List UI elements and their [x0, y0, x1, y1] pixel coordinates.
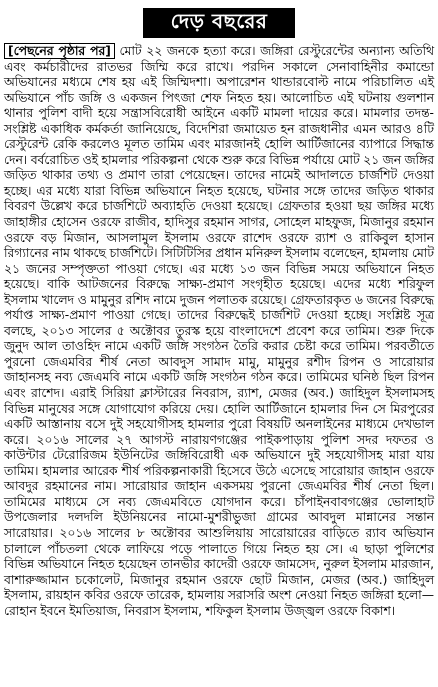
article-body	[4, 44, 434, 619]
headline: দেড় বছরের	[143, 8, 295, 38]
article-text: মোট ২২ জনকে হত্যা করে। জঙ্গিরা রেস্টুরেন্টের অন্যান্য অতিথি এবং কর্মচারীদের রাতভর জিম্মি করে রাখে। পরদিন সকালে সেনাবাহিনীর কমান্ডো অভিযানের মধ্যমে শেষ হয় এই জিম্মিদশা। অপারেশন থান্ডারবোল্ট নামে পরিচালিত এই অভিযানে পাঁচ জঙ্গি ও একজন পিৎজা শেফ নিহত হয়। আলোচিত এই ঘটনায় গুলশান থানার পুলিশ বাদী হয়ে সন্ত্রাসবিরোধী আইনে একটি মামলা দায়ের করে। মামলার তদন্ত-সংশ্লিষ্ট একাধিক কর্মকর্তা জানিয়েছে, বিদেশিরা জমায়েত হন রাজধানীর এমন আরও ৪টি রেস্টুরেন্ট রেকি করলেও মূলত তামিম এবং মারজানই হোলি আর্টিজানের ব্যাপারে সিদ্ধান্ত দেন। বর্বরোচিত ওই হামলার পরিকল্পনা থেকে শুরু করে বিভিন্ন পর্যায়ে মোট ২১ জন জঙ্গির জড়িত থাকার তথ্য ও প্রমাণ তারা পেয়েছেন। তাদের নামেই আদালতে চার্জশিট দেওয়া হচ্ছে। এর মধ্যে যারা বিভিন্ন অভিযানে নিহত হয়েছে, ঘটনার সঙ্গে তাদের জড়িত থাকার বিবরণ উল্লেখ করে চার্জশিটে অব্যাহতি দেওয়া হয়েছে। গ্রেফতার হওয়া ছয় জঙ্গির মধ্যে জাহাঙ্গীর হোসেন ওরফে রাজীব, হাদিসুর রহমান সাগর, সোহেল মাহফুজ, মিজানুর রহমান ওরফে বড় মিজান, আসলামুল ইসলাম ওরফে রাশেদ ওরফে র‍্যাশ ও রাকিবুল হাসান রিগ্যানের নাম থাকছে চার্জশিটে। সিটিটিসির প্রধান মনিরুল ইসলাম বলেছেন, হামলায় মোট ২১ জনের সম্পৃক্ততা পাওয়া গেছে। এর মধ্যে ১৩ জন বিভিন্ন সময়ে অভিযানে নিহত হয়েছে। বাকি আটজনের বিরুদ্ধে সাক্ষ্য-প্রমাণ সংগৃহীত হয়েছে। এদের মধ্যে শরিফুল ইসলাম খালেদ ও মামুনুর রশিদ নামে দুজন পলাতক রয়েছে। গ্রেফতারকৃত ৬ জনের বিরুদ্ধে পর্যাপ্ত সাক্ষ্য-প্রমাণ পাওয়া গেছে। তাদের বিরুদ্ধেই চার্জশিট দেওয়া হচ্ছে। সংশ্লিষ্ট সূত্র বলছে, ২০১৩ সালের ৫ অক্টোবর তুরস্ক হয়ে বাংলাদেশে প্রবেশ করে তামিম। শুরু দিকে জুনুদ আল তাওহিদ নামে একটি জঙ্গি সংগঠন তৈরি করার চেষ্টা করে তামিম। পরবর্তীতে পুরনো জেএমবির শীর্ষ নেতা আবদুস সামাদ মামু, মামুনুর রশীদ রিপন ও সারোয়ার জাহানসহ নব্য জেএমবি নামে একটি জঙ্গি সংগঠন গঠন করে। তামিমের ঘনিষ্ঠ ছিল রিপন এবং রাশেদ। এরাই সিরিয়া ক্লাস্টারের নিবরাস, র‍্যাশ, মেজর (অব.) জাহিদুল ইসলামসহ বিভিন্ন মানুষের সঙ্গে যোগাযোগ করিয়ে দেয়। হোলি আর্টিজানে হামলার দিন সে মিরপুরের একটি আস্তানায় বসে দুই সহযোগীসহ হামলার পুরো বিষয়টি অনলাইনের মাধ্যমে দেখভাল করে। ২০১৬ সালের ২৭ আগস্ট নারায়ণগঞ্জের পাইকপাড়ায় পুলিশ সদর দফতর ও কাউন্টার টেরোরিজম ইউনিটের জঙ্গিবিরোধী এক অভিযানে দুই সহযোগীসহ মারা যায় তামিম। হামলার আরেক শীর্ষ পরিকল্পনাকারী হিসেবে উঠে এসেছে সারোয়ার জাহান ওরফে আবদুর রহমানের নাম। সারোয়ার জাহান একসময় পুরনো জেএমবির শীর্ষ নেতা ছিল। তামিমের মাধ্যমে সে নব্য জেএমবিতে যোগদান করে। চাঁপাইনবাবগঞ্জের ভোলাহাট উপজেলার দলদলি ইউনিয়নের নামো-মুশরীভুজা গ্রামের আবদুল মান্নানের সন্তান সারোয়ার। ২০১৬ সালের ৮ অক্টোবর আশুলিয়ায় সারোয়ারের বাড়িতে র‍্যাব অভিযান চালালে পাঁচতলা থেকে লাফিয়ে পড়ে পালাতে গিয়ে নিহত হয় সে। এ ছাড়া পুলিশের বিভিন্ন অভিযানে নিহত হয়েছেন তানভীর কাদেরী ওরফে জামসেদ, নুরুল ইসলাম মারজান, বাশারুজ্জামান চকোলেট, মিজানুর রহমান ওরফে ছোট মিজান, মেজর (অব.) জাহিদুল ইসলাম, রায়হান কবির ওরফে তারেক, হামলায় সরাসরি অংশ নেওয়া নিহত জঙ্গিরা হলো— রোহান ইবনে ইমতিয়াজ, নিবরাস ইসলাম, শফিকুল ইসলাম উজ্জ্বল ওরফে বিকাশ।	[4, 44, 434, 618]
continuation-label: [পেছনের পৃষ্ঠার পর]	[4, 43, 115, 59]
